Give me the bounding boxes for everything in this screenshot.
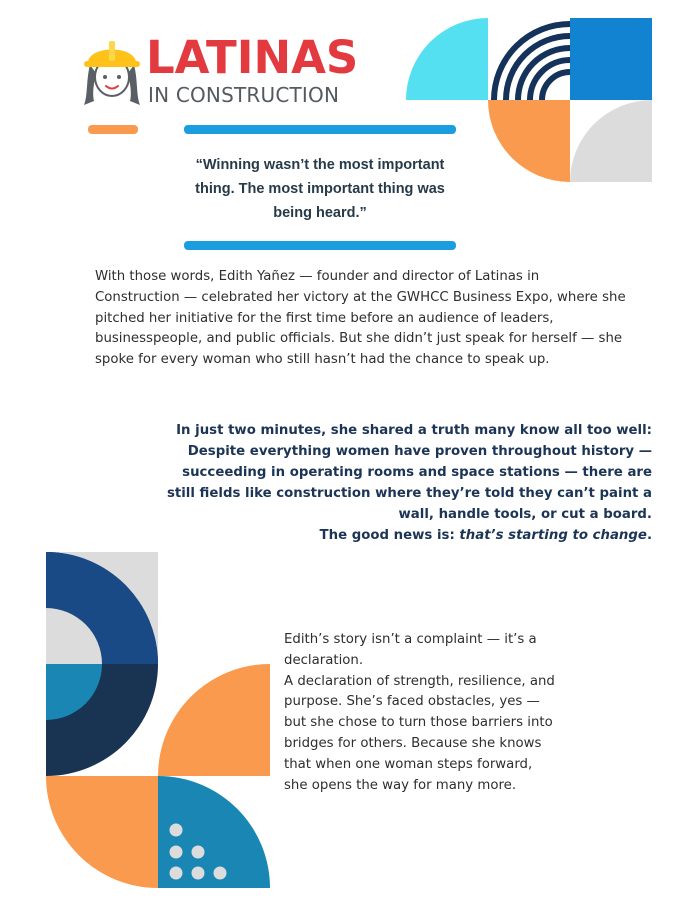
declaration-paragraph (284, 630, 568, 796)
quote-line: “Winning wasn’t the most important (195, 157, 445, 173)
text-line: still fields like construction where they’re told they can’t paint a (166, 486, 652, 501)
hard-hat-woman-icon (82, 35, 142, 107)
text-line: purpose. She’s faced obstacles, yes — (284, 694, 540, 710)
text-line: she opens the way for many more. (284, 777, 517, 793)
text-line: wall, handle tools, or cut a board. (398, 507, 652, 522)
emphasis-text: that’s starting to change (459, 528, 647, 543)
text-line: With those words, Edith Yañez — founder and director of Latinas in (95, 269, 540, 284)
text-line: businesspeople, and public officials. But she didn’t just speak for herself — she (95, 331, 623, 347)
good-news-label: The good news is: (319, 528, 460, 543)
text-line (150, 525, 652, 546)
intro-paragraph (95, 267, 665, 371)
bottom-left-decoration (46, 552, 270, 892)
period: . (646, 528, 652, 543)
text-line: succeeding in operating rooms and space stations — there are (182, 465, 652, 480)
text-line: declaration. (284, 652, 364, 668)
text-line: pitched her initiative for the first time before an audience of leaders, (95, 310, 554, 326)
text-line: but she chose to turn those barriers into (284, 715, 553, 731)
text-line: bridges for others. Because she knows (284, 735, 542, 751)
text-line: that when one woman steps forward, (284, 756, 533, 772)
pull-quote (150, 153, 490, 225)
quote-bottom-bar (184, 241, 456, 250)
text-line: spoke for every woman who still hasn’t had the chance to speak up. (95, 352, 550, 368)
text-line: Despite everything women have proven throughout history — (187, 444, 652, 459)
logo-title: LATINAS (146, 31, 359, 84)
orange-accent-bar (88, 125, 138, 134)
text-line: In just two minutes, she shared a truth many know all too well: (176, 423, 652, 438)
quote-line: being heard.” (273, 205, 367, 221)
quote-line: thing. The most important thing was (195, 181, 445, 197)
logo-subtitle: IN CONSTRUCTION (148, 83, 340, 107)
text-line: A declaration of strength, resilience, and (284, 673, 555, 689)
highlight-paragraph (150, 420, 652, 546)
text-line: Construction — celebrated her victory at the GWHCC Business Expo, where she (95, 289, 626, 305)
text-line: Edith’s story isn’t a complaint — it’s a (284, 632, 537, 647)
